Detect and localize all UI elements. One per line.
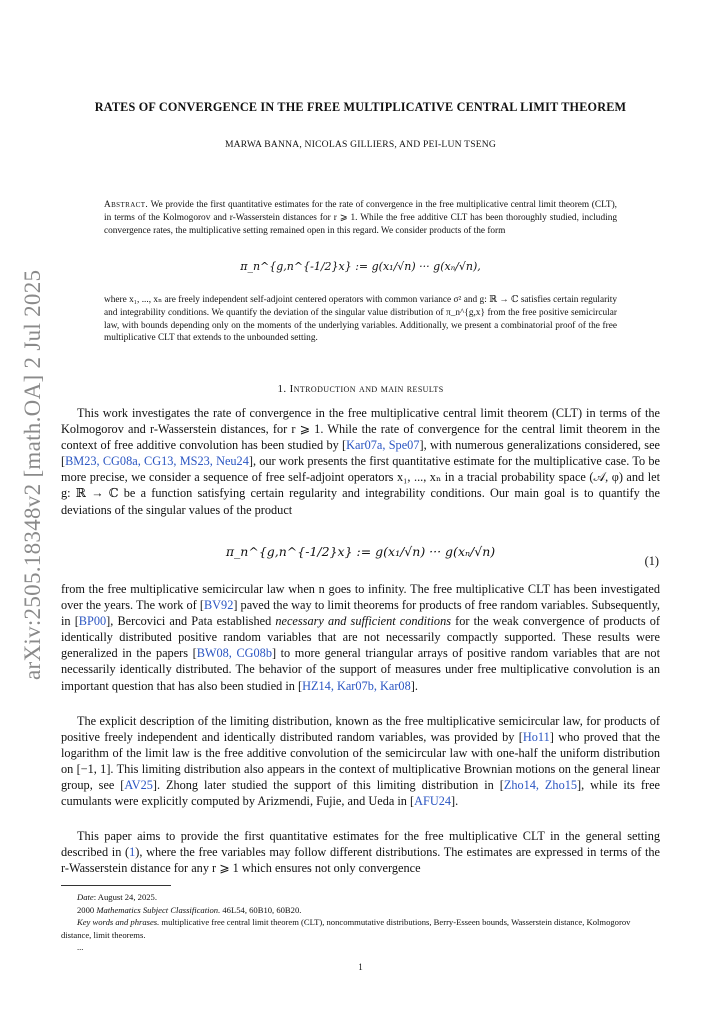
p3-text-e: ]. <box>451 794 459 809</box>
p2-text-e: ] to more general triangular arrays of positive random variables that are not necessarily identically distributed. The behavior of the support of measures under free multiplicative convolution is an important question that has also been studied in [ <box>61 646 660 693</box>
arxiv-stamp: arXiv:2505.18348v2 [math.OA] 2 Jul 2025 <box>20 269 45 680</box>
p4-text-b: ), where the free variables may follow different distributions. The estimates are expressed in terms of the r-Wasserstein distance for any r ⩾ 1 which ensures not only convergence <box>61 845 660 876</box>
p3-text-b: ] who proved that the logarithm of the limit law is the free additive convolution of the semicircular law with one-half the uniform distribution on [−1, 1]. This limiting distribution also appears in the context of multiplicative Brownian motions on the general linear group, see [ <box>61 730 660 793</box>
p1-text-c: ], our work presents the first quantitative estimate for the multiplicative case. To be more precise, we consider a sequence of free self-adjoint operators x₁, ..., xₙ in a tracial probability space (𝒜, φ) and let g: ℝ → ℂ be a function satisfying certain regularity and integrability conditions. Our main goal is to quantify the deviations of the singular values of the product <box>61 454 660 517</box>
msc-value: 46L54, 60B10, 60B20. <box>220 904 302 915</box>
p2-text-b: ] paved the way to limit theorems for products of free random variables. Subsequently, in [ <box>61 598 661 629</box>
p2-text-a: from the free multiplicative semicircular law when n goes to infinity. The free multiplicative CLT has been investigated over the years. The work of [ <box>61 582 660 613</box>
citation-link[interactable]: Ho11 <box>522 730 550 745</box>
citation-link[interactable]: AV25 <box>124 778 153 793</box>
abstract-text-1: We provide the first quantitative estimates for the rate of convergence in the free multiplicative central limit theorem (CLT), in terms of the Kolmogorov and r-Wasserstein distances for r ⩾ 1. While the free additive CLT has been thoroughly studied, including convergence rates, the multiplicative setting remained open in this regard. We consider products of the form <box>104 200 617 236</box>
citation-link[interactable]: Zho14, Zho15 <box>503 778 578 793</box>
p4-text-a: This paper aims to provide the first quantitative estimates for the free multiplicative CLT in the general setting described in ( <box>61 829 660 860</box>
p3-text-c: ]. Zhong later studied the support of this limiting distribution in [ <box>152 778 504 793</box>
equation-ref-link[interactable]: 1 <box>129 845 136 860</box>
paper-authors: MARWA BANNA, NICOLAS GILLIERS, AND PEI-LUN TSENG <box>224 139 497 150</box>
footnote-date <box>61 891 660 904</box>
abstract-text-2: where x₁, ..., xₙ are freely independent self-adjoint centered operators with common variance σ² and g: ℝ → ℂ satisfies certain regularity and integrability conditions. We quantify the deviation of the singular value distribution of π_n^{g,x} from the free positive semicircular law, with bounds depending only on the moments of the underlying variables. Additionally, we present a combinatorial proof of the free multiplicative CLT that extends to the unbounded setting. <box>104 295 617 344</box>
citation-link[interactable]: Kar07a, Spe07 <box>346 438 420 453</box>
paragraph-4 <box>61 828 660 876</box>
equation-1: π_n^{g,n^{-1/2}x} := g(x₁/√n) ··· g(xₙ/√n) <box>225 544 496 559</box>
p2-italic: necessary and sufficient conditions <box>275 614 452 629</box>
footnote-rule <box>61 885 171 886</box>
keywords-value: multiplicative free central limit theorem (CLT), noncommutative distributions, Berry-Esseen bounds, Wasserstein distance, Kolmogorov distance, limit theorems. <box>61 917 631 940</box>
abstract <box>104 199 617 237</box>
citation-link[interactable]: BP00 <box>78 614 107 629</box>
abstract-equation: π_n^{g,n^{-1/2}x} := g(x₁/√n) ··· g(xₙ/√n), <box>240 260 481 273</box>
footnote-msc <box>61 904 660 917</box>
section-heading: 1. Introduction and main results <box>277 383 444 395</box>
citation-link[interactable]: BM23, CG08a, CG13, MS23, Neu24 <box>65 454 249 469</box>
p2-text-c: ], Bercovici and Pata established <box>106 614 276 629</box>
paragraph-1 <box>61 405 660 518</box>
citation-link[interactable]: AFU24 <box>414 794 452 809</box>
equation-number: (1) <box>644 554 659 568</box>
date-label: Date <box>77 892 94 902</box>
citation-link[interactable]: BV92 <box>203 598 234 613</box>
footnote-ellipsis: ... <box>77 942 84 953</box>
p1-text-a: This work investigates the rate of convergence in the free multiplicative central limit theorem (CLT) in terms of the Kolmogorov and r-Wasserstein distances, for r ⩾ 1. While the rate of convergence for the central limit theorem in the context of free additive convolution has been studied by [ <box>61 406 660 453</box>
paragraph-2 <box>61 581 660 694</box>
abstract-heading: Abstract. <box>104 200 149 210</box>
p1-text-b: ], with numerous generalizations considered, see [ <box>61 438 660 469</box>
p2-text-f: ]. <box>410 678 418 693</box>
footnotes <box>61 891 660 954</box>
p2-text-d: for the weak convergence of products of identically distributed positive random variables that are not necessarily compactly supported. These results were generalized in the papers [ <box>61 614 660 661</box>
p3-text-a: The explicit description of the limiting distribution, known as the free multiplicative semicircular law, for products of positive freely independent and identically distributed random variables, was provided by [ <box>61 714 660 745</box>
citation-link[interactable]: HZ14, Kar07b, Kar08 <box>302 678 411 693</box>
keywords-label: Key words and phrases. <box>77 917 160 928</box>
paragraph-3 <box>61 713 660 810</box>
footnote-keywords <box>61 916 660 941</box>
p3-text-d: ], while its free cumulants were explicitly computed by Arizmendi, Fujie, and Ueda in [ <box>61 778 660 809</box>
page-number: 1 <box>358 962 363 972</box>
msc-label: 2000 Mathematics Subject Classification. <box>77 904 221 915</box>
citation-link[interactable]: BW08, CG08b <box>196 646 272 661</box>
paper-title: RATES OF CONVERGENCE IN THE FREE MULTIPLICATIVE CENTRAL LIMIT THEOREM <box>94 100 627 114</box>
date-value: : August 24, 2025. <box>93 892 157 902</box>
